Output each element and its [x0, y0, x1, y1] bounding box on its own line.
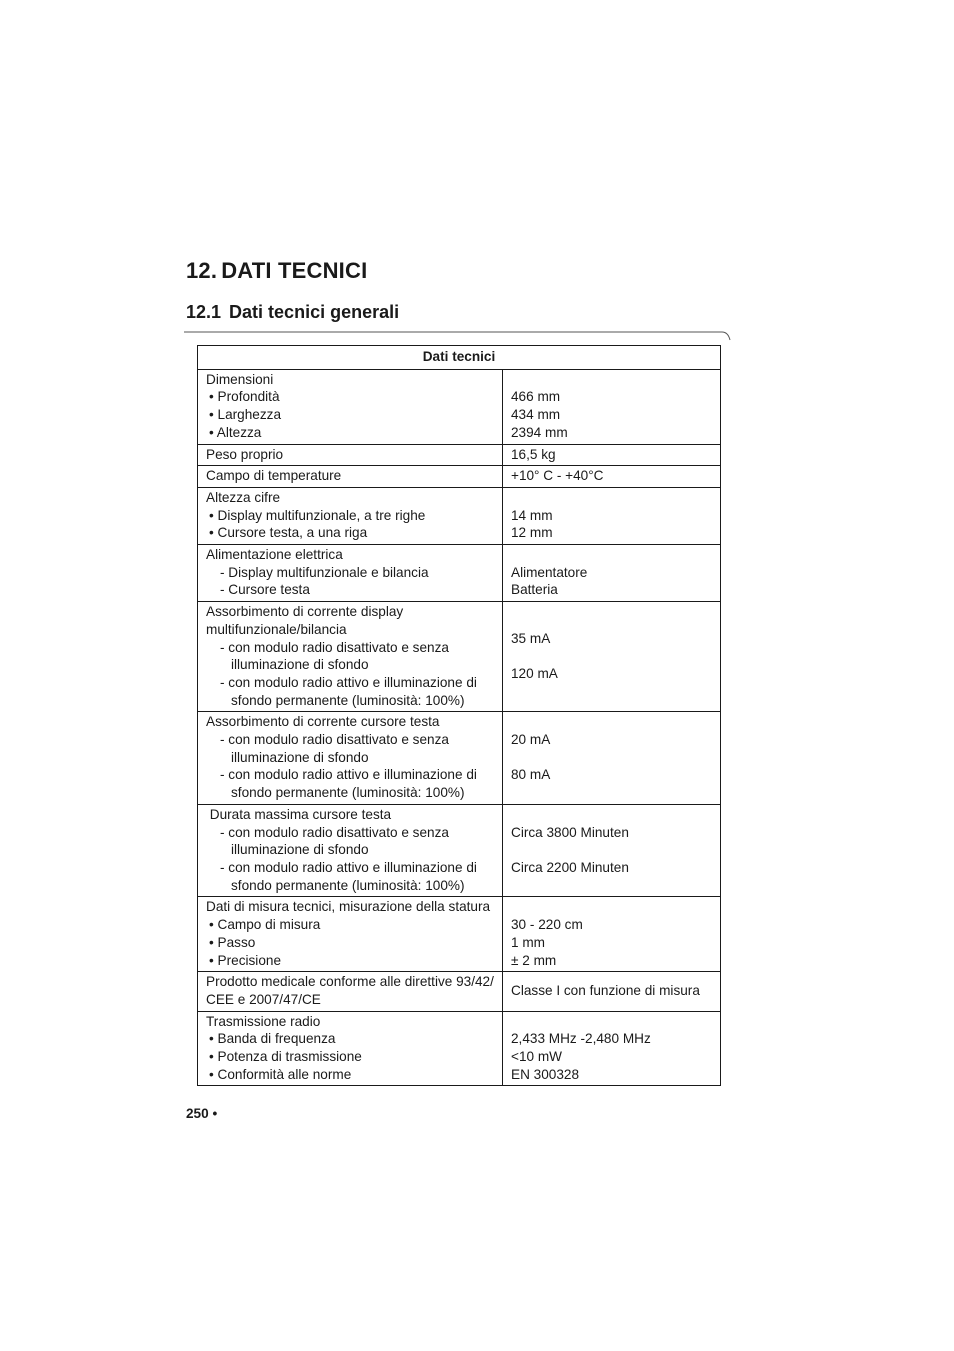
row-label-cell — [198, 897, 503, 972]
row-item: sfondo permanente (luminosità: 100%) — [231, 785, 465, 801]
row-item: • Conformità alle norme — [209, 1066, 352, 1082]
table-row — [198, 804, 721, 897]
row-value-cell — [503, 712, 721, 805]
row-value: 120 mA — [511, 666, 558, 682]
row-value-cell — [503, 602, 721, 712]
row-item: - Display multifunzionale e bilancia — [220, 564, 429, 580]
row-label: Campo di temperature — [206, 468, 342, 484]
row-item: sfondo permanente (luminosità: 100%) — [231, 692, 465, 708]
row-value: EN 300328 — [511, 1066, 580, 1082]
row-label: Alimentazione elettrica — [206, 547, 343, 563]
row-label-cell — [198, 1011, 503, 1086]
row-item: • Potenza di trasmissione — [209, 1049, 362, 1065]
row-item: - con modulo radio disattivato e senza — [220, 639, 449, 655]
row-item: • Larghezza — [209, 407, 282, 423]
row-item: • Altezza — [209, 424, 262, 440]
row-label-cell — [198, 369, 503, 444]
row-label: Dimensioni — [206, 371, 274, 387]
row-label-cell — [198, 487, 503, 544]
table-row — [198, 602, 721, 712]
row-item: • Cursore testa, a una riga — [209, 525, 368, 541]
row-value: 35 mA — [511, 630, 551, 646]
table-row — [198, 712, 721, 805]
row-item: illuminazione di sfondo — [231, 657, 369, 673]
row-value: Classe I con funzione di misura — [511, 983, 700, 999]
section-title: Dati tecnici generali — [229, 302, 400, 322]
row-value: Alimentatore — [511, 564, 588, 580]
section-divider — [184, 329, 732, 343]
chapter-number: 12. — [186, 258, 218, 283]
row-value: +10° C - +40°C — [511, 468, 604, 484]
row-label-cell — [198, 466, 503, 488]
section-number: 12.1 — [186, 302, 222, 322]
row-label: Peso proprio — [206, 446, 284, 462]
row-label-cell — [198, 602, 503, 712]
row-value: 434 mm — [511, 407, 561, 423]
table-row — [198, 1011, 721, 1086]
row-value: 2394 mm — [511, 424, 568, 440]
row-item: - con modulo radio attivo e illuminazione di — [220, 767, 477, 783]
table-row — [198, 897, 721, 972]
row-value-cell — [503, 545, 721, 602]
row-value: ± 2 mm — [511, 952, 557, 968]
row-value-cell — [503, 972, 721, 1011]
row-value-cell — [503, 1011, 721, 1086]
row-label: Assorbimento di corrente display — [206, 604, 404, 620]
row-item: - con modulo radio attivo e illuminazione di — [220, 674, 477, 690]
table-row — [198, 545, 721, 602]
row-label: Trasmissione radio — [206, 1013, 321, 1029]
row-item: illuminazione di sfondo — [231, 842, 369, 858]
row-item: • Banda di frequenza — [209, 1031, 336, 1047]
row-item: • Display multifunzionale, a tre righe — [209, 507, 426, 523]
row-value: 2,433 MHz -2,480 MHz — [511, 1031, 651, 1047]
chapter-title: DATI TECNICI — [221, 258, 368, 283]
row-value: 80 mA — [511, 767, 551, 783]
row-item: - con modulo radio disattivato e senza — [220, 732, 449, 748]
row-label: Durata massima cursore testa — [206, 806, 392, 822]
row-label-cell — [198, 972, 503, 1011]
table-header-row — [198, 346, 721, 370]
table-row — [198, 972, 721, 1011]
row-value: 20 mA — [511, 732, 551, 748]
technical-data-table — [197, 345, 721, 1086]
row-value-cell — [503, 487, 721, 544]
row-item: sfondo permanente (luminosità: 100%) — [231, 877, 465, 893]
row-value: Batteria — [511, 582, 558, 598]
row-value-cell — [503, 897, 721, 972]
table-row — [198, 369, 721, 444]
table-row — [198, 487, 721, 544]
row-value-cell — [503, 444, 721, 466]
row-item: • Campo di misura — [209, 917, 321, 933]
row-label: multifunzionale/bilancia — [206, 621, 347, 637]
row-value: 14 mm — [511, 507, 553, 523]
chapter-heading — [186, 258, 367, 284]
row-value-cell — [503, 804, 721, 897]
row-item: - Cursore testa — [220, 582, 310, 598]
row-label-cell — [198, 545, 503, 602]
row-label: CEE e 2007/47/CE — [206, 991, 321, 1007]
row-item: • Passo — [209, 934, 256, 950]
row-value: Circa 2200 Minuten — [511, 859, 629, 875]
row-label: Assorbimento di corrente cursore testa — [206, 714, 440, 730]
row-value: 12 mm — [511, 525, 553, 541]
row-value: 1 mm — [511, 934, 545, 950]
row-item: - con modulo radio disattivato e senza — [220, 824, 449, 840]
page-number: 250 • — [186, 1106, 218, 1121]
row-item: • Precisione — [209, 952, 282, 968]
row-label-cell — [198, 712, 503, 805]
row-value-cell — [503, 369, 721, 444]
row-label: Prodotto medicale conforme alle direttive 93/42/ — [206, 974, 494, 990]
table-row — [198, 466, 721, 488]
row-value-cell — [503, 466, 721, 488]
row-item: illuminazione di sfondo — [231, 749, 369, 765]
table-header: Dati tecnici — [198, 346, 721, 370]
row-label: Altezza cifre — [206, 489, 281, 505]
row-item: - con modulo radio attivo e illuminazione di — [220, 859, 477, 875]
section-heading — [186, 302, 399, 323]
table-row — [198, 444, 721, 466]
row-value: 466 mm — [511, 389, 561, 405]
row-label-cell — [198, 804, 503, 897]
row-label: Dati di misura tecnici, misurazione della statura — [206, 899, 491, 915]
row-value: 16,5 kg — [511, 446, 556, 462]
row-value: 30 - 220 cm — [511, 917, 583, 933]
row-label-cell — [198, 444, 503, 466]
row-value: Circa 3800 Minuten — [511, 824, 629, 840]
row-value: <10 mW — [511, 1049, 562, 1065]
row-item: • Profondità — [209, 389, 280, 405]
